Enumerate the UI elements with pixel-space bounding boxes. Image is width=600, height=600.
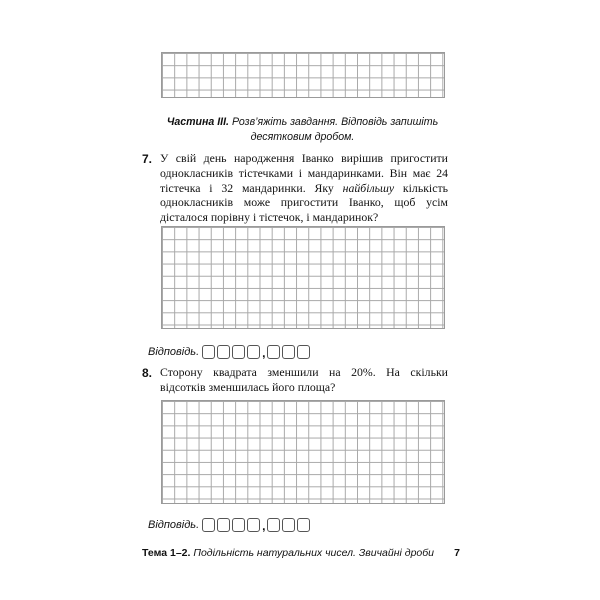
answer-digit-cell[interactable] (282, 518, 295, 532)
page-footer (142, 547, 460, 559)
decimal-comma: , (262, 519, 266, 533)
task-8-answer-cells (202, 518, 312, 532)
answer-digit-cell[interactable] (232, 518, 245, 532)
part-title: Частина III. (166, 116, 229, 128)
answer-grid-previous-task (161, 52, 445, 98)
task-8-answer-row (148, 514, 312, 532)
task-7-text (160, 151, 448, 225)
footer-topic-label: Тема 1–2. (142, 547, 191, 559)
part-instruction: Розв’яжіть завдання. Відповідь запишіть десятковим дробом. (231, 116, 439, 143)
answer-digit-cell[interactable] (247, 345, 260, 359)
footer-topic-text: Подільність натуральних чисел. Звичайні дроби (193, 547, 434, 559)
task-7-answer-label: Відповідь. (148, 346, 200, 358)
answer-digit-cell[interactable] (282, 345, 295, 359)
task-8-solution-grid[interactable] (161, 400, 445, 504)
task-7-text-end: кількість однокласників може пригостити Іванко, щоб усім дісталося порівну і тістечок, і мандаринок? (160, 180, 448, 225)
answer-digit-cell[interactable] (247, 518, 260, 532)
task-7-solution-grid[interactable] (161, 226, 445, 329)
task-7-emphasis: найбільшу (342, 180, 395, 195)
task-7-answer-cells (202, 345, 312, 359)
task-7-answer-row (148, 341, 312, 359)
page-number: 7 (454, 547, 460, 559)
answer-digit-cell[interactable] (232, 345, 245, 359)
answer-digit-cell[interactable] (202, 345, 215, 359)
answer-digit-cell[interactable] (202, 518, 215, 532)
task-7-number: 7. (142, 152, 153, 166)
task-8-number: 8. (142, 366, 153, 380)
decimal-comma: , (262, 346, 266, 360)
answer-digit-cell[interactable] (297, 518, 310, 532)
task-8-answer-label: Відповідь. (148, 519, 200, 531)
answer-digit-cell[interactable] (217, 345, 230, 359)
task-8-text: Сторону квадрата зменшили на 20%. На скільки відсотків зменшилась його площа? (160, 365, 448, 394)
footer-topic (142, 547, 434, 559)
answer-digit-cell[interactable] (217, 518, 230, 532)
answer-digit-cell[interactable] (267, 345, 280, 359)
part-header (140, 115, 465, 145)
answer-digit-cell[interactable] (267, 518, 280, 532)
answer-digit-cell[interactable] (297, 345, 310, 359)
task-7-text-start: У свій день народження Іванко вирішив пригостити однокласників тістечками і мандаринками. Він має 24 тістечка і 32 мандаринки. Яку (160, 151, 448, 195)
